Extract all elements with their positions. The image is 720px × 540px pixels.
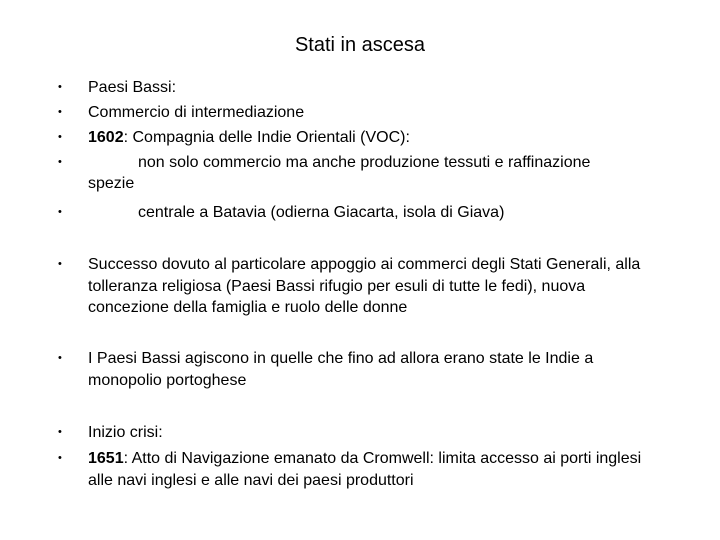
item-text [88, 127, 668, 149]
item-text [88, 202, 668, 224]
bullet-icon: • [58, 452, 62, 464]
item-text-line2: spezie [88, 175, 135, 192]
item-text [88, 152, 668, 174]
item-text-line1: non solo commercio ma anche produzione tessuti e raffinazione [138, 154, 591, 171]
item-text [88, 448, 668, 491]
bullet-icon: • [58, 352, 62, 364]
year-label: 1602 [88, 129, 124, 146]
bullet-icon: • [58, 156, 62, 168]
bullet-icon: • [58, 131, 62, 143]
item-text: Successo dovuto al particolare appoggio ai commerci degli Stati Generali, alla tolleranza religiosa (Paesi Bassi rifugio per esuli di tutte le fedi), nuova concezione della famiglia e ruolo delle donne [88, 256, 641, 316]
item-text: I Paesi Bassi agiscono in quelle che fino ad allora erano state le Indie a monopolio portoghese [88, 350, 594, 389]
bullet-icon: • [58, 426, 62, 438]
bullet-icon: • [58, 81, 62, 93]
year-label: 1651 [88, 450, 124, 467]
item-text-body: centrale a Batavia (odierna Giacarta, isola di Giava) [138, 204, 505, 221]
bullet-icon: • [58, 106, 62, 118]
bullet-icon: • [58, 258, 62, 270]
bullet-icon: • [58, 206, 62, 218]
item-text: Commercio di intermediazione [88, 104, 305, 121]
item-text: Paesi Bassi: [88, 79, 177, 96]
item-text-rest: : Atto di Navigazione emanato da Cromwell: limita accesso ai porti inglesi alle navi inglesi e alle navi dei paesi produttori [88, 450, 642, 489]
item-text-rest: : Compagnia delle Indie Orientali (VOC): [123, 129, 410, 146]
item-text: Inizio crisi: [88, 424, 163, 441]
slide-title: Stati in ascesa [294, 34, 426, 56]
